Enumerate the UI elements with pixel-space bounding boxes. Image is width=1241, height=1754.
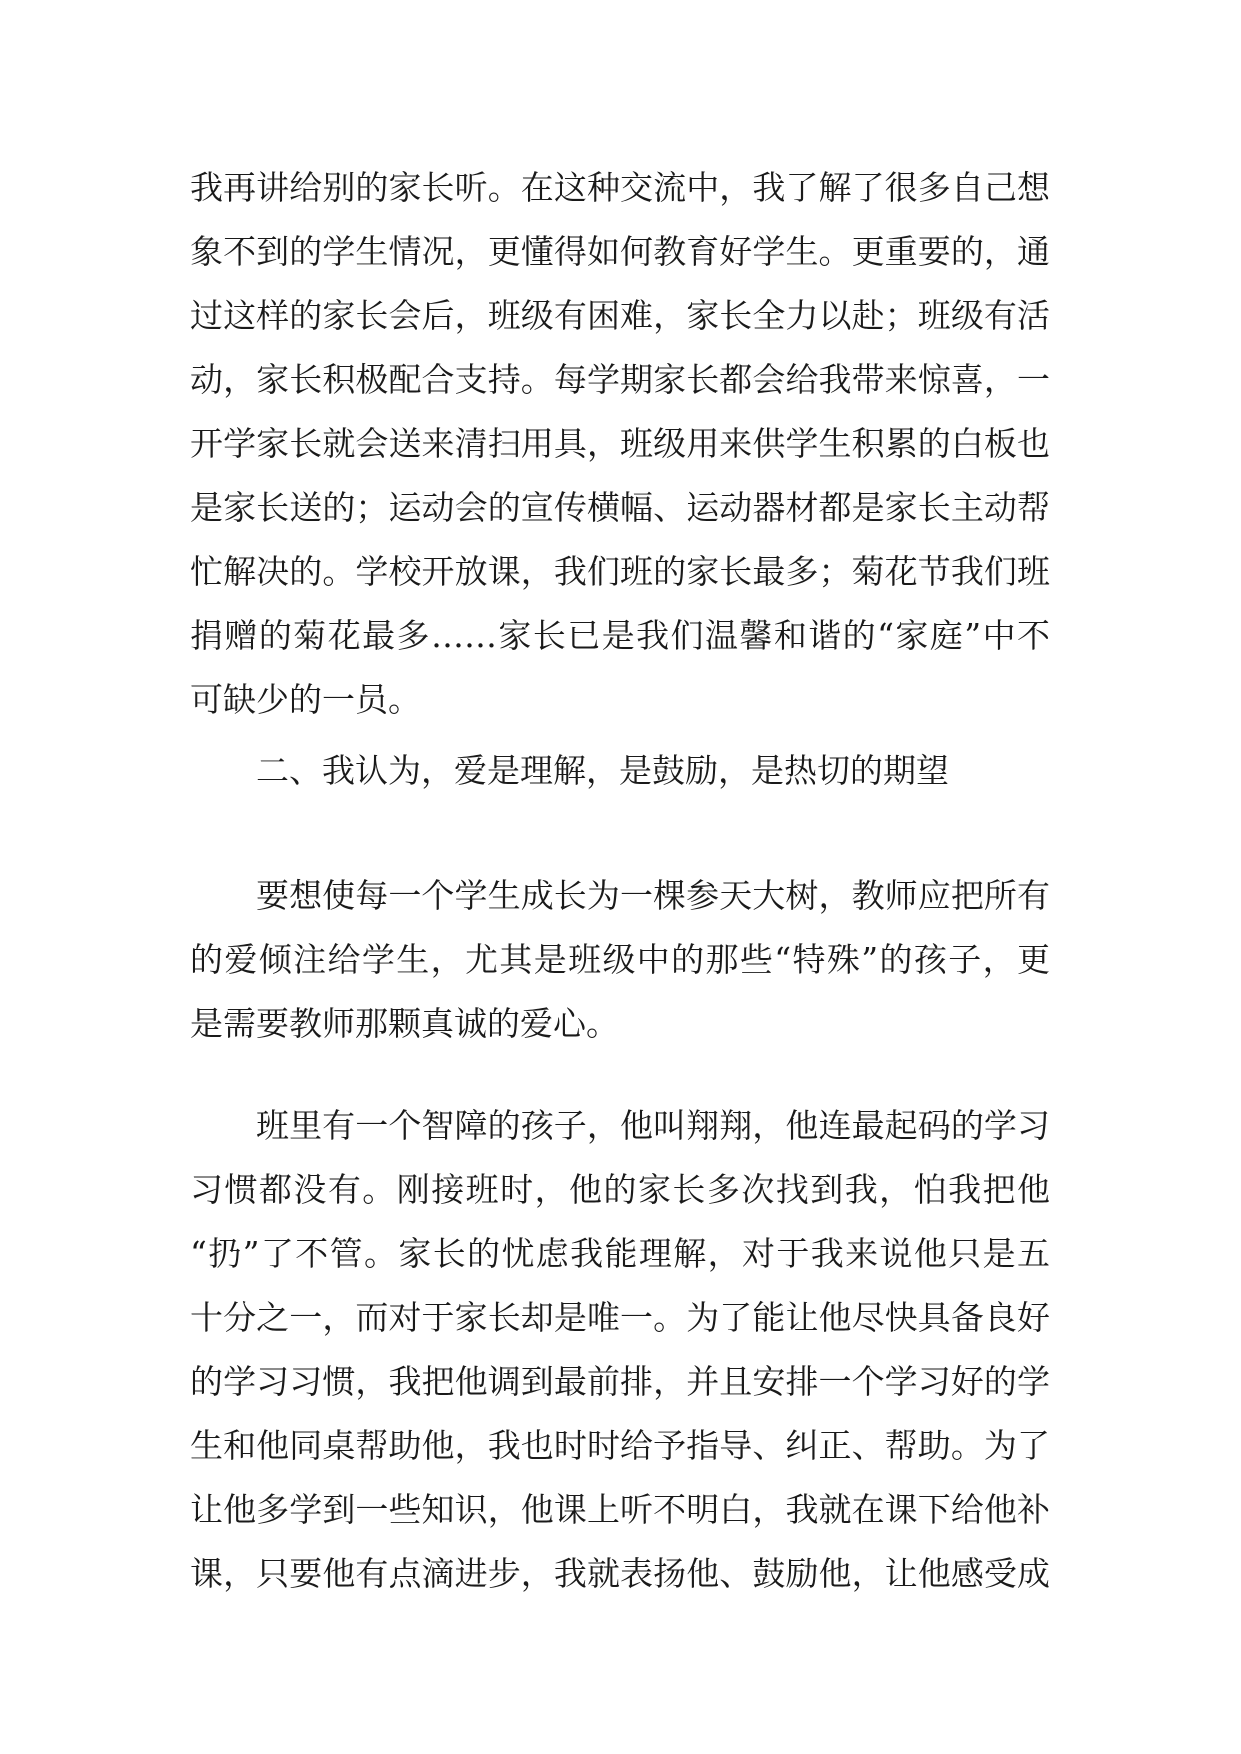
paragraph-line: 十分之一，而对于家长却是唯一。为了能让他尽快具备良好 <box>190 1298 1050 1337</box>
section-heading-text: 二、我认为，爱是理解，是鼓励，是热切的期望 <box>256 751 949 790</box>
paragraph-line: 动，家长积极配合支持。每学期家长都会给我带来惊喜，一 <box>190 360 1050 399</box>
paragraph-1 <box>190 156 1050 732</box>
paragraph-line: 开学家长就会送来清扫用具，班级用来供学生积累的白板也 <box>190 424 1050 463</box>
paragraph-line: 让他多学到一些知识，他课上听不明白，我就在课下给他补 <box>190 1490 1050 1529</box>
paragraph-line: 班里有一个智障的孩子，他叫翔翔，他连最起码的学习 <box>256 1106 1050 1145</box>
paragraph-line: 要想使每一个学生成长为一棵参天大树，教师应把所有 <box>256 876 1050 915</box>
paragraph-line: 的学习习惯，我把他调到最前排，并且安排一个学习好的学 <box>190 1362 1050 1401</box>
paragraph-line: 捐赠的菊花最多……家长已是我们温馨和谐的“家庭”中不 <box>190 616 1050 655</box>
paragraph-line: 生和他同桌帮助他，我也时时给予指导、纠正、帮助。为了 <box>190 1426 1050 1465</box>
paragraph-line: 是需要教师那颗真诚的爱心。 <box>190 1004 619 1043</box>
paragraph-line: 是家长送的；运动会的宣传横幅、运动器材都是家长主动帮 <box>190 488 1050 527</box>
paragraph-line: 可缺少的一员。 <box>190 680 421 719</box>
paragraph-line: 忙解决的。学校开放课，我们班的家长最多；菊花节我们班 <box>190 552 1050 591</box>
section-heading <box>190 739 1050 803</box>
paragraph-3 <box>190 1094 1050 1606</box>
paragraph-2 <box>190 864 1050 1056</box>
paragraph-line: 过这样的家长会后，班级有困难，家长全力以赴；班级有活 <box>190 296 1050 335</box>
paragraph-line: 象不到的学生情况，更懂得如何教育好学生。更重要的，通 <box>190 232 1050 271</box>
paragraph-line: 我再讲给别的家长听。在这种交流中，我了解了很多自己想 <box>190 168 1050 207</box>
paragraph-line: 习惯都没有。刚接班时，他的家长多次找到我，怕我把他 <box>190 1170 1050 1209</box>
paragraph-line: 的爱倾注给学生，尤其是班级中的那些“特殊”的孩子，更 <box>190 940 1050 979</box>
paragraph-line: 课，只要他有点滴进步，我就表扬他、鼓励他，让他感受成 <box>190 1554 1050 1593</box>
paragraph-line: “扔”了不管。家长的忧虑我能理解，对于我来说他只是五 <box>190 1234 1050 1273</box>
